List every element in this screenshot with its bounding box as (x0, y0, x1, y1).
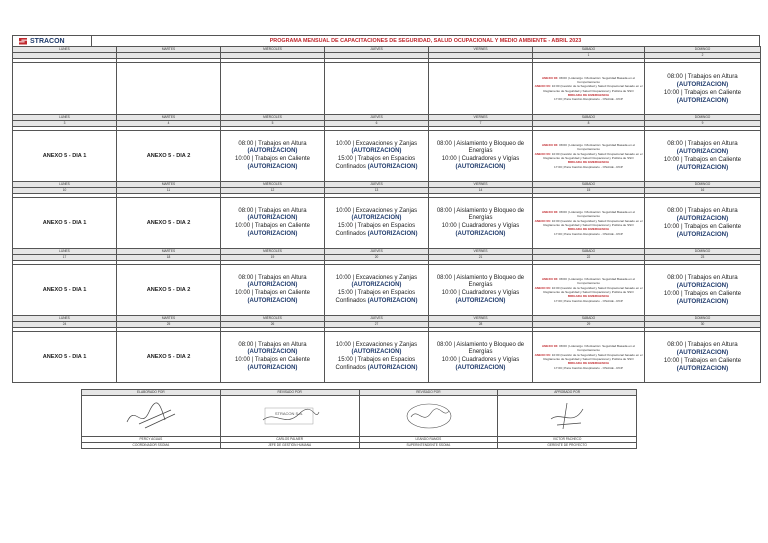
company-logo (13, 36, 92, 46)
day-number: 26 (221, 322, 325, 328)
schedule-line: Energías (468, 148, 493, 155)
day-name: DOMINGO (645, 115, 761, 121)
day-number: 15 (533, 188, 645, 194)
day-name: LUNES (13, 182, 117, 188)
schedule-line: 08:00 | Aislamiento y Bloqueo de (436, 341, 525, 348)
schedule-line: (AUTORIZACION) (351, 282, 402, 289)
schedule-line: 17:00 | Para Cambio Respiratorio - OSAGE - RCP (554, 231, 623, 236)
saturday-cell (533, 63, 645, 115)
schedule-line: (AUTORIZACION) (247, 297, 298, 304)
monday-cell: ANEXO 5 - DIA 1 (13, 131, 117, 182)
day-number: 8 (533, 121, 645, 127)
schedule-line: (AUTORIZACION) (351, 349, 402, 356)
signature-image (220, 396, 359, 437)
day-number: 20 (325, 255, 429, 261)
sat-line (533, 76, 644, 85)
stamp-text: STRACON S.A. (274, 410, 303, 416)
thursday-cell (325, 332, 429, 383)
anexo-prefix: ANEXO 06: (534, 151, 551, 156)
day-name: VIERNES (429, 182, 533, 188)
schedule-line: 08:00 | Trabajos en Altura (238, 207, 307, 214)
sunday-cell (645, 265, 761, 316)
thursday-cell (325, 131, 429, 182)
schedule-line: 08:00 | Trabajos en Altura (238, 274, 307, 281)
sat-line (533, 152, 644, 161)
day-number: 9 (645, 121, 761, 127)
schedule-line: (AUTORIZACION) (247, 148, 298, 155)
schedule-line: 08:00 | Aislamiento y Bloqueo de (436, 207, 525, 214)
schedule-line: BRIGADA DE EMERGENCIA (567, 294, 610, 299)
schedule-line: (AUTORIZACION) (676, 349, 729, 356)
day-number: 2 (645, 53, 761, 59)
schedule-line: (AUTORIZACION) (455, 297, 506, 304)
schedule-line: (AUTORIZACION) (676, 215, 729, 222)
schedule-line: BRIGADA DE EMERGENCIA (567, 361, 610, 366)
sat-line (533, 143, 644, 152)
schedule-line: 10:00 | Trabajos en Caliente (663, 290, 742, 297)
monday-cell: ANEXO 5 - DIA 1 (13, 265, 117, 316)
schedule-line: (AUTORIZACION) (247, 349, 298, 356)
empty-day-cell (221, 63, 325, 115)
day-number: 16 (645, 188, 761, 194)
day-name: MARTES (117, 47, 221, 53)
day-number: 14 (429, 188, 533, 194)
week-row (13, 131, 761, 182)
day-name: MARTES (117, 115, 221, 121)
schedule-line: (AUTORIZACION) (247, 215, 298, 222)
day-name: VIERNES (429, 115, 533, 121)
logo-text: STRACON (30, 37, 65, 45)
schedule-line: 17:00 | Para Cambio Respiratorio - OSAGE - RCP (554, 298, 623, 303)
schedule-line: (AUTORIZACION) (247, 364, 298, 371)
authorization-tag: (AUTORIZACION) (367, 230, 418, 237)
schedule-line: (AUTORIZACION) (676, 231, 729, 238)
wednesday-cell (221, 131, 325, 182)
day-name: SÁBADO (533, 47, 645, 53)
sat-text: 08:00 | Liderazgo / Motivación: Seguridad Basada en el Comportamiento (559, 210, 636, 219)
day-name: VIERNES (429, 249, 533, 255)
empty-day-cell (325, 63, 429, 115)
friday-cell (429, 265, 533, 316)
schedule-line: 10:00 | Trabajos en Caliente (235, 223, 310, 229)
tuesday-cell: ANEXO 5 - DIA 2 (117, 131, 221, 182)
day-number: 6 (325, 121, 429, 127)
day-number: 7 (429, 121, 533, 127)
sat-line (533, 210, 644, 219)
sig-position: COORDINADOR SSOMA (82, 443, 221, 449)
signature-image (82, 396, 221, 437)
day-name: DOMINGO (645, 316, 761, 322)
day-name: MARTES (117, 249, 221, 255)
day-name: JUEVES (325, 115, 429, 121)
day-name: LUNES (13, 115, 117, 121)
schedule-line: (AUTORIZACION) (676, 80, 729, 88)
schedule-line: 08:00 | Trabajos en Altura (238, 341, 307, 348)
authorization-tag: (AUTORIZACION) (367, 297, 418, 304)
day-number: 1 (533, 53, 645, 59)
day-number: 23 (645, 255, 761, 261)
sat-text: 08:00 | Liderazgo / Motivación: Seguridad Basada en el Comportamiento (559, 75, 636, 84)
anexo-prefix: ANEXO 06: (541, 344, 559, 349)
day-name: DOMINGO (645, 47, 761, 53)
sat-text: 10:00 (Gestión de la Seguridad y Salud Ocupacional basado en el Reglamento de Seguridad y Salud Ocupacional y Política de SSO (543, 218, 643, 227)
schedule-line: 10:00 | Cuadradores y Vigías (441, 223, 520, 229)
empty-day-cell (13, 63, 117, 115)
schedule-line: 10:00 | Cuadradores y Vigías (441, 290, 520, 296)
stamp-signature-icon (255, 400, 325, 432)
saturday-cell (533, 131, 645, 182)
schedule-line: (AUTORIZACION) (351, 148, 402, 155)
schedule-line: 08:00 | Aislamiento y Bloqueo de (436, 140, 525, 147)
anexo-prefix: ANEXO 06: (534, 218, 551, 223)
day-name: MIÉRCOLES (221, 47, 325, 53)
schedule-line: 10:00 | Excavaciones y Zanjas (335, 140, 418, 147)
sat-text: 10:00 (Gestión de la Seguridad y Salud Ocupacional basado en el Reglamento de Seguridad y Salud Ocupacional y Política de SSO (543, 151, 643, 160)
schedule-line: Energías (468, 282, 493, 289)
schedule-line: 08:00 | Trabajos en Altura (667, 207, 738, 214)
day-number: 17 (13, 255, 117, 261)
tuesday-cell: ANEXO 5 - DIA 2 (117, 198, 221, 249)
schedule-line (325, 164, 428, 172)
signature-image (359, 396, 498, 437)
sat-text: 08:00 | Liderazgo / Motivación: Seguridad Basada en el Comportamiento (559, 277, 636, 286)
sig-position: GERENTE DE PROYECTO (498, 443, 637, 449)
anexo-prefix: ANEXO 06: (541, 210, 559, 215)
schedule-line: 08:00 | Trabajos en Altura (667, 72, 738, 80)
signature-4-icon (537, 399, 597, 433)
sat-line (533, 286, 644, 295)
schedule-line: 10:00 | Excavaciones y Zanjas (335, 207, 418, 214)
day-name: MARTES (117, 316, 221, 322)
schedule-line: 17:00 | Para Cambio Respiratorio - OSAGE - RCP (554, 97, 623, 102)
sig-name: CARLOS PALMER (220, 437, 359, 443)
anexo-prefix: ANEXO 06: (541, 277, 559, 282)
schedule-line: 10:00 | Trabajos en Caliente (235, 290, 310, 296)
day-name: DOMINGO (645, 249, 761, 255)
wednesday-cell (221, 332, 325, 383)
sat-line (533, 277, 644, 286)
sat-text: 08:00 | Liderazgo / Motivación: Seguridad Basada en el Comportamiento (559, 143, 636, 152)
day-name: SÁBADO (533, 115, 645, 121)
thursday-cell (325, 265, 429, 316)
schedule-line: 10:00 | Cuadradores y Vigías (441, 357, 520, 363)
day-name: LUNES (13, 249, 117, 255)
schedule-line: 15:00 | Trabajos en Espacios (337, 156, 416, 162)
page-title: PROGRAMA MENSUAL DE CAPACITACIONES DE SEGURIDAD, SALUD OCUPACIONAL Y MEDIO AMBIENTE - ABRIL 2023 (269, 38, 582, 44)
day-name: MIÉRCOLES (221, 115, 325, 121)
day-number: 3 (13, 121, 117, 127)
signature-1-icon (121, 400, 181, 432)
sat-text: 08:00 | Liderazgo / Motivación: Seguridad Basada en el Comportamiento (559, 344, 636, 353)
sig-role: APROBADO POR (498, 390, 637, 396)
schedule-line: 10:00 | Trabajos en Caliente (663, 357, 742, 364)
day-name: MIÉRCOLES (221, 316, 325, 322)
schedule-line: 17:00 | Para Cambio Respiratorio - OSAGE - RCP (554, 164, 623, 169)
monday-cell: ANEXO 5 - DIA 1 (13, 198, 117, 249)
anexo-prefix: ANEXO 06: (541, 143, 559, 148)
week-row (13, 198, 761, 249)
authorization-tag: (AUTORIZACION) (367, 364, 418, 371)
day-number: 10 (13, 188, 117, 194)
schedule-line: (AUTORIZACION) (247, 282, 298, 289)
signature-block (81, 389, 637, 449)
wednesday-cell (221, 265, 325, 316)
sat-text: 10:00 (Gestión de la Seguridad y Salud Ocupacional basado en el Reglamento de Seguridad y Salud Ocupacional y Política de SSO (543, 285, 643, 294)
thursday-cell (325, 198, 429, 249)
sat-text: 10:00 (Gestión de la Seguridad y Salud Ocupacional basado en el Reglamento de Seguridad y Salud Ocupacional y Política de SSO (543, 352, 643, 361)
sig-position: JEFE DE GESTIÓN HUMANA (220, 443, 359, 449)
schedule-line: (AUTORIZACION) (247, 230, 298, 237)
day-number: 25 (117, 322, 221, 328)
day-number: 24 (13, 322, 117, 328)
sat-line (533, 84, 644, 93)
day-number: 11 (117, 188, 221, 194)
schedule-line: (AUTORIZACION) (676, 298, 729, 305)
schedule-text: Confinados (335, 297, 366, 304)
schedule-line: BRIGADA DE EMERGENCIA (567, 92, 610, 97)
schedule-line: Energías (468, 215, 493, 222)
day-name: SÁBADO (533, 182, 645, 188)
schedule-line: 10:00 | Cuadradores y Vigías (441, 156, 520, 162)
schedule-text: Confinados (335, 230, 366, 237)
schedule-line: (AUTORIZACION) (676, 365, 729, 372)
schedule-line: 10:00 | Trabajos en Caliente (235, 357, 310, 363)
day-name: JUEVES (325, 316, 429, 322)
schedule-line: 10:00 | Trabajos en Caliente (663, 223, 742, 230)
day-number: 12 (221, 188, 325, 194)
day-name: JUEVES (325, 182, 429, 188)
wednesday-cell (221, 198, 325, 249)
sig-role: REVISADO POR (359, 390, 498, 396)
day-number: 30 (645, 322, 761, 328)
sunday-cell (645, 131, 761, 182)
sig-name: VICTOR PACHECO (498, 437, 637, 443)
anexo-prefix: ANEXO 06: (534, 285, 551, 290)
day-name: MARTES (117, 182, 221, 188)
day-name: SÁBADO (533, 316, 645, 322)
empty-day-cell (117, 63, 221, 115)
sat-line (533, 344, 644, 353)
schedule-line: 10:00 | Excavaciones y Zanjas (335, 341, 418, 348)
week-row (13, 332, 761, 383)
authorization-tag: (AUTORIZACION) (367, 163, 418, 170)
day-name: LUNES (13, 47, 117, 53)
schedule-line: (AUTORIZACION) (455, 163, 506, 170)
schedule-line: 08:00 | Aislamiento y Bloqueo de (436, 274, 525, 281)
signature-image (498, 396, 637, 437)
sig-role: REVISADO POR (220, 390, 359, 396)
sunday-cell (645, 332, 761, 383)
anexo-prefix: ANEXO 06: (534, 84, 551, 89)
day-name: DOMINGO (645, 182, 761, 188)
day-number: 21 (429, 255, 533, 261)
saturday-cell (533, 332, 645, 383)
schedule-text: Confinados (335, 364, 366, 371)
sig-name: LEANDO RAMOS (359, 437, 498, 443)
schedule-line: BRIGADA DE EMERGENCIA (567, 227, 610, 232)
schedule-line (325, 231, 428, 239)
day-number: 22 (533, 255, 645, 261)
schedule-line: 15:00 | Trabajos en Espacios (337, 357, 416, 363)
sunday-cell (645, 198, 761, 249)
day-name: LUNES (13, 316, 117, 322)
schedule-line: 10:00 | Trabajos en Caliente (235, 156, 310, 162)
day-number: 4 (117, 121, 221, 127)
schedule-line: (AUTORIZACION) (676, 282, 729, 289)
sat-line (533, 219, 644, 228)
empty-day-cell (429, 63, 533, 115)
friday-cell (429, 332, 533, 383)
tuesday-cell: ANEXO 5 - DIA 2 (117, 265, 221, 316)
signature-3-icon (393, 399, 463, 433)
schedule-line (325, 298, 428, 306)
day-number: 18 (117, 255, 221, 261)
day-name: VIERNES (429, 47, 533, 53)
schedule-line: 10:00 | Trabajos en Caliente (663, 88, 742, 96)
day-number: 29 (533, 322, 645, 328)
day-number: 13 (325, 188, 429, 194)
week-row (13, 63, 761, 115)
schedule-line: (AUTORIZACION) (676, 164, 729, 171)
day-number: 27 (325, 322, 429, 328)
day-name: JUEVES (325, 249, 429, 255)
friday-cell (429, 198, 533, 249)
schedule-line: 08:00 | Trabajos en Altura (238, 140, 307, 147)
schedule-line: 15:00 | Trabajos en Espacios (337, 290, 416, 296)
schedule-line: 17:00 | Para Cambio Respiratorio - OSAGE - RCP (554, 365, 623, 370)
day-name: JUEVES (325, 47, 429, 53)
tuesday-cell: ANEXO 5 - DIA 2 (117, 332, 221, 383)
schedule-line: 08:00 | Trabajos en Altura (667, 140, 738, 147)
day-name: MIÉRCOLES (221, 249, 325, 255)
schedule-line: (AUTORIZACION) (247, 163, 298, 170)
schedule-line: (AUTORIZACION) (351, 215, 402, 222)
day-number: 5 (221, 121, 325, 127)
schedule-line: 08:00 | Trabajos en Altura (667, 274, 738, 281)
anexo-prefix: ANEXO 06: (541, 75, 559, 80)
day-name: MIÉRCOLES (221, 182, 325, 188)
schedule-line: Energías (468, 349, 493, 356)
calendar-table (12, 46, 761, 383)
day-number: 19 (221, 255, 325, 261)
schedule-line: 10:00 | Trabajos en Caliente (663, 156, 742, 163)
anexo-prefix: ANEXO 06: (534, 352, 551, 357)
day-number: 28 (429, 322, 533, 328)
schedule-line: 10:00 | Excavaciones y Zanjas (335, 274, 418, 281)
day-name: SÁBADO (533, 249, 645, 255)
week-row (13, 265, 761, 316)
saturday-cell (533, 198, 645, 249)
schedule-line: (AUTORIZACION) (455, 364, 506, 371)
schedule-sheet (12, 35, 760, 383)
sig-role: ELABORADO POR (82, 390, 221, 396)
schedule-line: (AUTORIZACION) (676, 96, 729, 104)
schedule-line: (AUTORIZACION) (676, 148, 729, 155)
sheet-header (12, 35, 760, 46)
sat-text: 10:00 (Gestión de la Seguridad y Salud Ocupacional basado en el Reglamento de Seguridad y Salud Ocupacional y Política de SSO (543, 84, 643, 93)
saturday-cell (533, 265, 645, 316)
sig-name: PERCY AGUAS (82, 437, 221, 443)
sat-line (533, 353, 644, 362)
schedule-line: 15:00 | Trabajos en Espacios (337, 223, 416, 229)
sunday-cell (645, 63, 761, 115)
schedule-line: (AUTORIZACION) (455, 230, 506, 237)
friday-cell (429, 131, 533, 182)
schedule-text: Confinados (335, 163, 366, 170)
schedule-line (325, 365, 428, 373)
sig-position: SUPERINTENDENTE SSOMA (359, 443, 498, 449)
schedule-line: BRIGADA DE EMERGENCIA (567, 160, 610, 165)
day-name: VIERNES (429, 316, 533, 322)
schedule-line: 08:00 | Trabajos en Altura (667, 341, 738, 348)
monday-cell: ANEXO 5 - DIA 1 (13, 332, 117, 383)
stracon-logo-icon (19, 38, 27, 45)
